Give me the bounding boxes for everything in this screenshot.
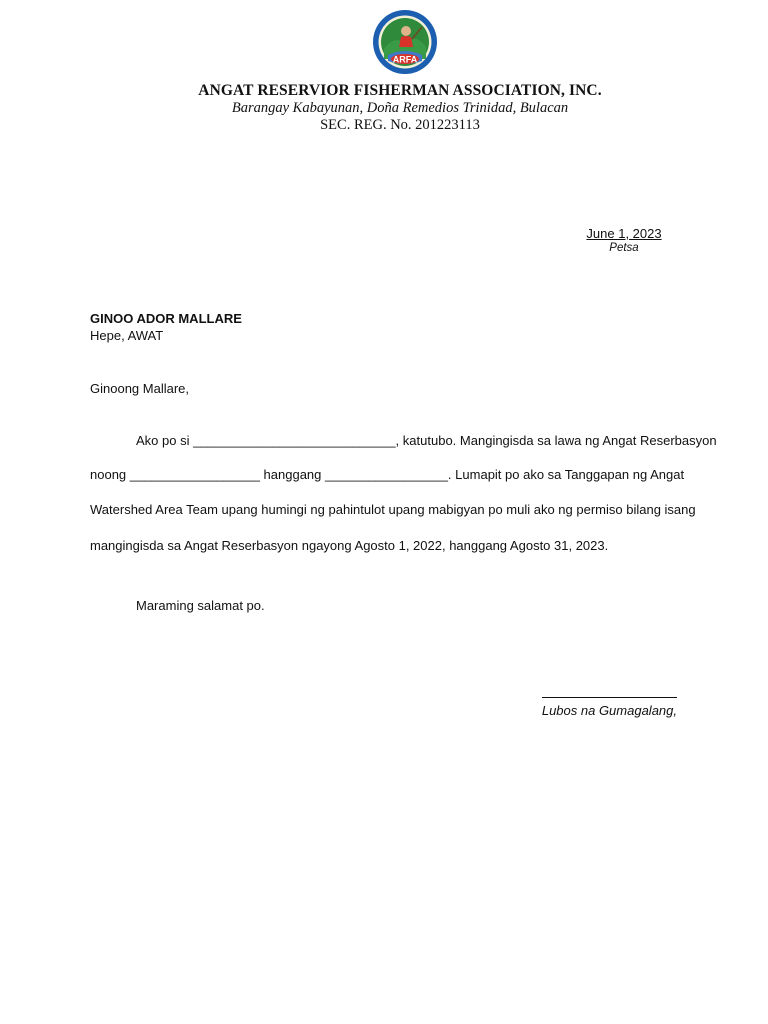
signature-line [542,697,677,698]
date-block [560,226,688,254]
organization-address: Barangay Kabayunan, Doña Remedios Trinidad, Bulacan [231,100,569,116]
body-text: Mangingisda [459,433,534,448]
recipient-title: Hepe, AWAT [90,328,164,343]
seal-icon [372,9,438,75]
body-text: noong [90,467,127,482]
body-text: Angat [602,433,637,448]
salutation: Ginoong Mallare, [90,381,189,396]
recipient-name: GINOO ADOR MALLARE [90,311,242,326]
start-date-blank: __________________ [129,467,260,482]
body-line-1 [136,433,717,448]
body-text: ng [585,433,600,448]
organization-name: ANGAT RESERVIOR FISHERMAN ASSOCIATION, INC. [198,82,602,99]
date-label: Petsa [609,242,639,254]
association-seal-logo [372,9,438,75]
end-date-blank: _________________. [325,467,452,482]
body-line-2 [90,467,683,482]
date-value: June 1, 2023 [586,226,662,241]
name-blank: ____________________________, [193,433,400,448]
body-text: Ako po si [136,433,190,448]
body-text: katutubo. [402,433,457,448]
body-text: hanggang [263,467,322,482]
body-text: Lumapit po ako sa Tanggapan ng Angat [455,467,685,482]
svg-text:ARFA: ARFA [392,54,418,65]
complimentary-close: Lubos na Gumagalang, [541,703,677,718]
registration-number: SEC. REG. No. 201223113 [320,117,480,133]
body-text: lawa [554,433,582,448]
body-text: sa [537,433,551,448]
body-line-4: mangingisda sa Angat Reserbasyon ngayong Agosto 1, 2022, hanggang Agosto 31, 2023. [90,538,609,553]
body-text: Reserbasyon [639,433,717,448]
body-line-3: Watershed Area Team upang humingi ng pahintulot upang mabigyan po muli ako ng permiso bilang isang [90,502,696,517]
closing-thanks: Maraming salamat po. [136,598,265,613]
